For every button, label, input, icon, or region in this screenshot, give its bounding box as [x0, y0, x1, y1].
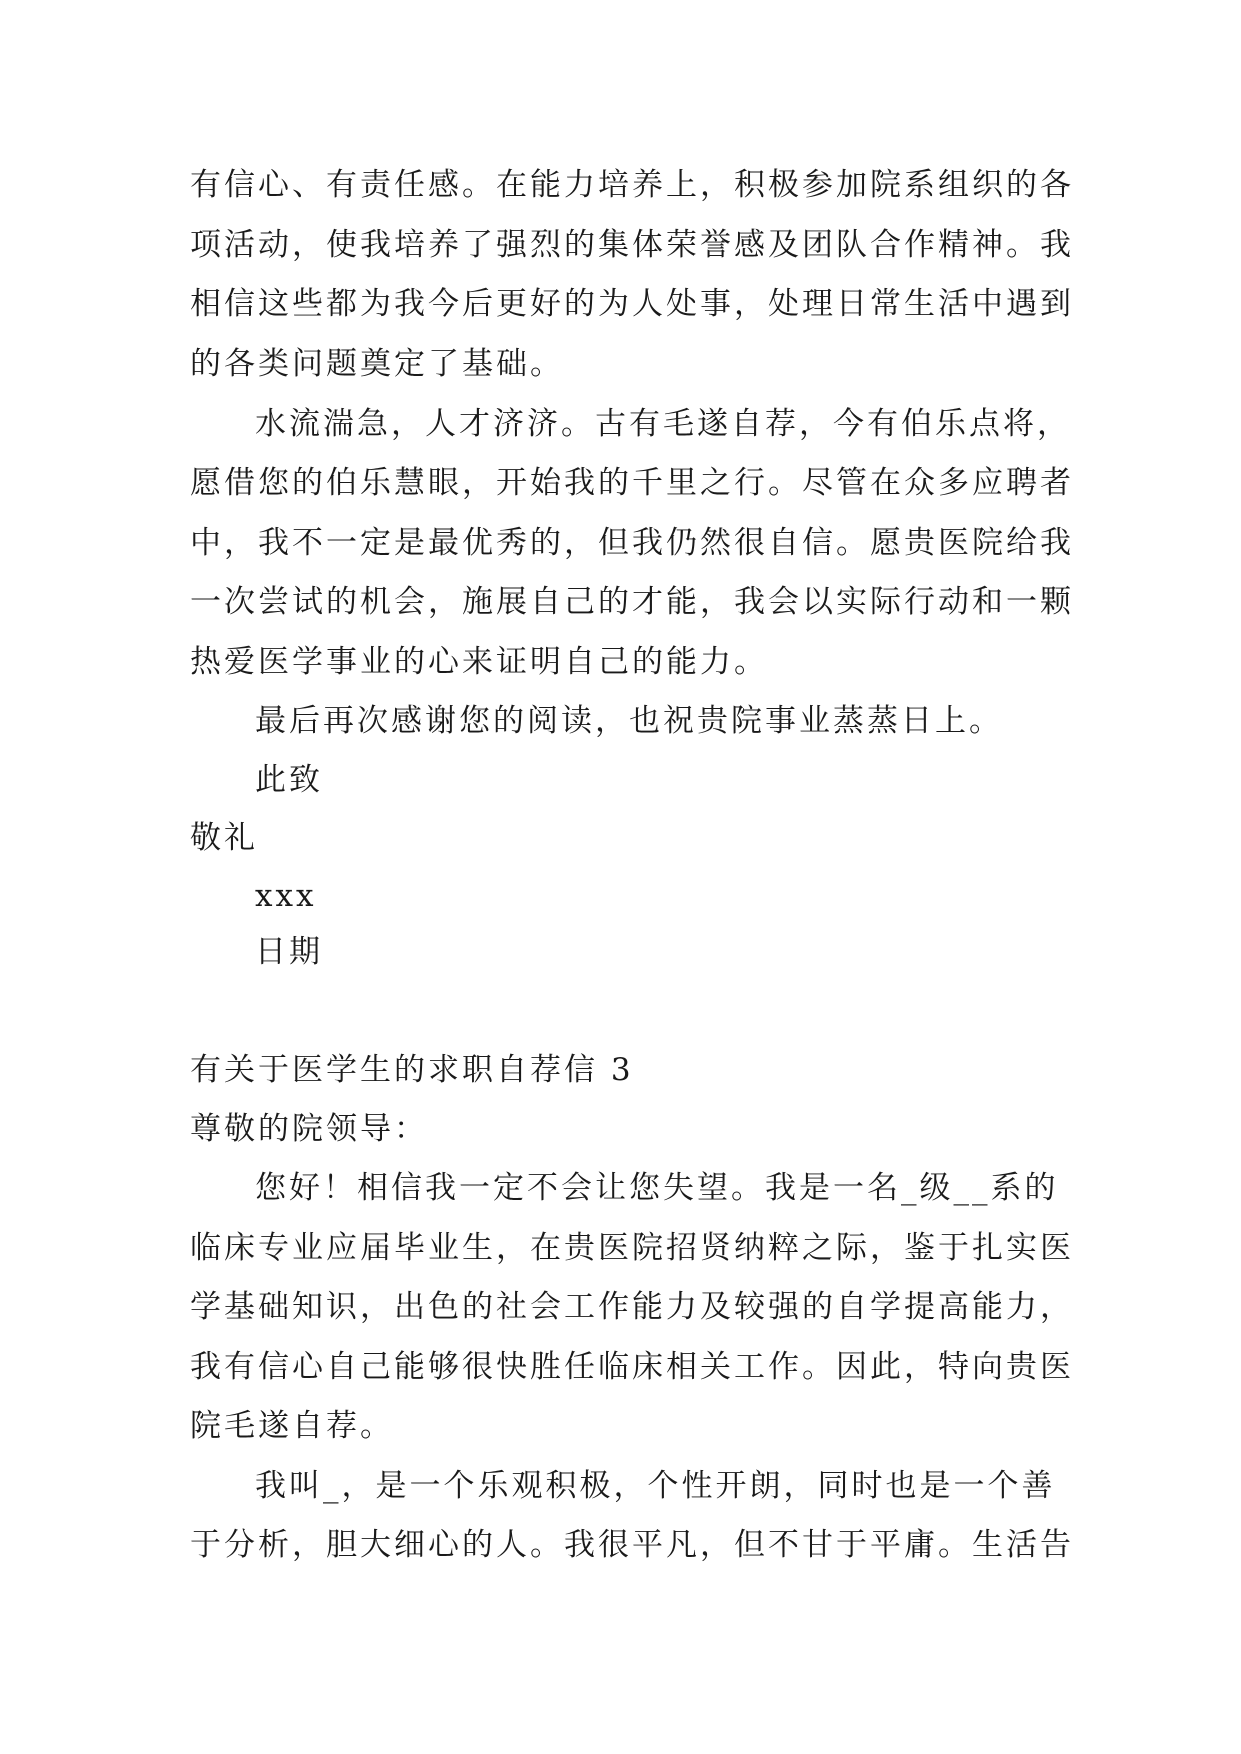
paragraph-4-line-1: 您好！相信我一定不会让您失望。我是一名_级__系的 — [255, 1170, 1059, 1206]
paragraph-5-line-1: 我叫_，是一个乐观积极，个性开朗，同时也是一个善 — [255, 1468, 1056, 1504]
paragraph-1-line-2: 项活动，使我培养了强烈的集体荣誉感及团队合作精神。我 — [190, 227, 1074, 263]
paragraph-4-line-5: 院毛遂自荐。 — [190, 1408, 394, 1444]
paragraph-4-line-3: 学基础知识，出色的社会工作能力及较强的自学提高能力， — [190, 1289, 1074, 1325]
paragraph-1-line-3: 相信这些都为我今后更好的为人处事，处理日常生活中遇到 — [190, 286, 1074, 322]
letter-title: 有关于医学生的求职自荐信 3 — [190, 1052, 634, 1088]
paragraph-5-line-2: 于分析，胆大细心的人。我很平凡，但不甘于平庸。生活告 — [190, 1527, 1074, 1563]
paragraph-4-line-4: 我有信心自己能够很快胜任临床相关工作。因此，特向贵医 — [190, 1349, 1074, 1385]
signature-name: xxx — [255, 878, 317, 914]
signature-date: 日期 — [255, 934, 323, 970]
regards-text: 敬礼 — [190, 820, 258, 856]
salutation: 尊敬的院领导： — [190, 1111, 428, 1147]
paragraph-2-line-3: 中，我不一定是最优秀的，但我仍然很自信。愿贵医院给我 — [190, 525, 1074, 561]
paragraph-3: 最后再次感谢您的阅读，也祝贵院事业蒸蒸日上。 — [255, 703, 1003, 739]
paragraph-2-line-2: 愿借您的伯乐慧眼，开始我的千里之行。尽管在众多应聘者 — [190, 465, 1074, 501]
paragraph-1-line-4: 的各类问题奠定了基础。 — [190, 346, 564, 382]
paragraph-4-line-2: 临床专业应届毕业生，在贵医院招贤纳粹之际，鉴于扎实医 — [190, 1230, 1074, 1266]
paragraph-2-line-4: 一次尝试的机会，施展自己的才能，我会以实际行动和一颗 — [190, 584, 1074, 620]
paragraph-1-line-1: 有信心、有责任感。在能力培养上，积极参加院系组织的各 — [190, 167, 1074, 203]
closing-text: 此致 — [255, 762, 323, 798]
paragraph-2-line-5: 热爱医学事业的心来证明自己的能力。 — [190, 644, 768, 680]
paragraph-2-line-1: 水流湍急，人才济济。古有毛遂自荐，今有伯乐点将， — [255, 406, 1071, 442]
